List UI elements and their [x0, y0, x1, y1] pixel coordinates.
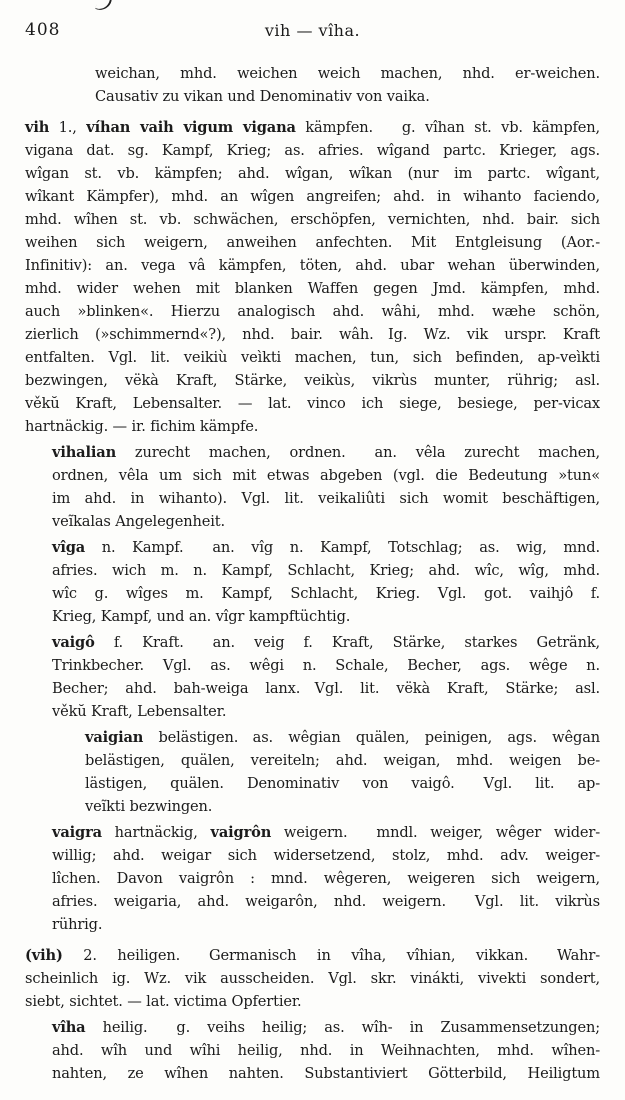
text-line: vîga n. Kampf. an. vîg n. Kampf, Totschlag; as. wig, mnd. — [52, 539, 600, 556]
text-line: im ahd. in wihanto). Vgl. lit. veikaliûti sich womit beschäftigen, — [52, 490, 600, 507]
text-line: bezwingen, vëkà Kraft, Stärke, veikùs, vikrùs munter, rührig; asl. — [25, 372, 600, 389]
text-line: věkŭ Kraft, Lebensalter. — lat. vinco ich siege, besiege, per-vicax — [25, 395, 600, 412]
text-line: entfalten. Vgl. lit. veikiù veìkti machen, tun, sich befinden, ap-veìkti — [25, 349, 600, 366]
text-line: wîkant Kämpfer), mhd. an wîgen angreifen; ahd. in wihanto faciendo, — [25, 188, 600, 205]
text-line: vaigian belästigen. as. wêgian quälen, peinigen, ags. wêgan — [85, 729, 600, 746]
page-header — [25, 14, 600, 44]
text-line: vaigô f. Kraft. an. veig f. Kraft, Stärke, starkes Getränk, — [52, 634, 600, 651]
text-line: věkŭ Kraft, Lebensalter. — [52, 703, 227, 720]
entry-vaigian — [85, 726, 600, 818]
text-line: weichan, mhd. weichen weich machen, nhd. er-weichen. — [95, 65, 600, 82]
page-number: 408 — [25, 20, 61, 40]
text-line: mhd. wîhen st. vb. schwächen, erschöpfen, vernichten, nhd. bair. sich — [25, 211, 600, 228]
text-line: mhd. wider wehen mit blanken Waffen gegen Jmd. kämpfen, mhd. — [25, 280, 600, 297]
text-line: ahd. wîh und wîhi heilig, nhd. in Weihnachten, mhd. wîhen- — [52, 1042, 600, 1059]
entry-vih-1 — [25, 116, 600, 438]
text-line: Becher; ahd. bah-weiga lanx. Vgl. lit. vëkà Kraft, Stärke; asl. — [52, 680, 600, 697]
entry-viha — [52, 1016, 600, 1085]
page-body — [25, 62, 600, 1085]
text-line: Trinkbecher. Vgl. as. wêgi n. Schale, Becher, ags. wêge n. — [52, 657, 600, 674]
text-line: veĩkalas Angelegenheit. — [52, 513, 225, 530]
text-line: zierlich (»schimmernd«?), nhd. bair. wâh. Ig. Wz. vik urspr. Kraft — [25, 326, 600, 343]
text-line: vih 1., víhan vaih vigum vigana kämpfen. g. vîhan st. vb. kämpfen, — [25, 119, 600, 136]
text-line: scheinlich ig. Wz. vik ausscheiden. Vgl. skr. vinákti, vivekti sondert, — [25, 970, 600, 987]
text-line: afries. weigaria, ahd. weigarôn, nhd. weigern. Vgl. lit. vikrùs — [52, 893, 600, 910]
text-line: weihen sich weigern, anweihen anfechten. Mit Entgleisung (Aor.- — [25, 234, 600, 251]
text-line: Infinitiv): an. vega vâ kämpfen, töten, ahd. ubar wehan überwinden, — [25, 257, 600, 274]
text-line: vîha heilig. g. veihs heilig; as. wîh- in Zusammensetzungen; — [52, 1019, 600, 1036]
entry-viga — [52, 536, 600, 628]
text-line: Causativ zu vikan und Denominativ von vaika. — [95, 88, 430, 105]
scan-artifact-mark — [95, 0, 113, 12]
entry-vaigo — [52, 631, 600, 723]
text-line: lästigen, quälen. Denominativ von vaigô. Vgl. lit. ap- — [85, 775, 600, 792]
text-line: lîchen. Davon vaigrôn : mnd. wêgeren, weigeren sich weigern, — [52, 870, 600, 887]
entry-vihalian — [52, 441, 600, 533]
text-line: wîc g. wîges m. Kampf, Schlacht, Krieg. Vgl. got. vaihjô f. — [52, 585, 600, 602]
text-line: vaigra hartnäckig, vaigrôn weigern. mndl. weiger, wêger wider- — [52, 824, 600, 841]
text-line: afries. wich m. n. Kampf, Schlacht, Krieg; ahd. wîc, wîg, mhd. — [52, 562, 600, 579]
text-line: nahten, ze wîhen nahten. Substantiviert Götterbild, Heiligtum — [52, 1065, 600, 1082]
text-line: siebt, sichtet. — lat. victima Opfertier. — [25, 993, 302, 1010]
text-line: auch »blinken«. Hierzu analogisch ahd. wâhi, mhd. wæhe schön, — [25, 303, 600, 320]
text-line: hartnäckig. — ir. fichim kämpfe. — [25, 418, 259, 435]
continuation-weichan — [95, 62, 600, 108]
text-line: vihalian zurecht machen, ordnen. an. vêla zurecht machen, — [52, 444, 600, 461]
text-line: belästigen, quälen, vereiteln; ahd. weigan, mhd. weigen be- — [85, 752, 600, 769]
text-line: (vih) 2. heiligen. Germanisch in vîha, vîhian, vikkan. Wahr- — [25, 947, 600, 964]
text-line: rührig. — [52, 916, 103, 933]
running-head: vih — vîha. — [264, 21, 361, 40]
entry-vih-2 — [25, 944, 600, 1013]
entry-vaigra — [52, 821, 600, 936]
text-line: veĩkti bezwingen. — [85, 798, 213, 815]
text-line: vigana dat. sg. Kampf, Krieg; as. afries. wîgand partc. Krieger, ags. — [25, 142, 600, 159]
text-line: wîgan st. vb. kämpfen; ahd. wîgan, wîkan (nur im partc. wîgant, — [25, 165, 600, 182]
text-line: willig; ahd. weigar sich widersetzend, stolz, mhd. adv. weiger- — [52, 847, 600, 864]
text-line: Krieg, Kampf, und an. vîgr kampftüchtig. — [52, 608, 351, 625]
text-line: ordnen, vêla um sich mit etwas abgeben (vgl. die Bedeutung »tun« — [52, 467, 600, 484]
